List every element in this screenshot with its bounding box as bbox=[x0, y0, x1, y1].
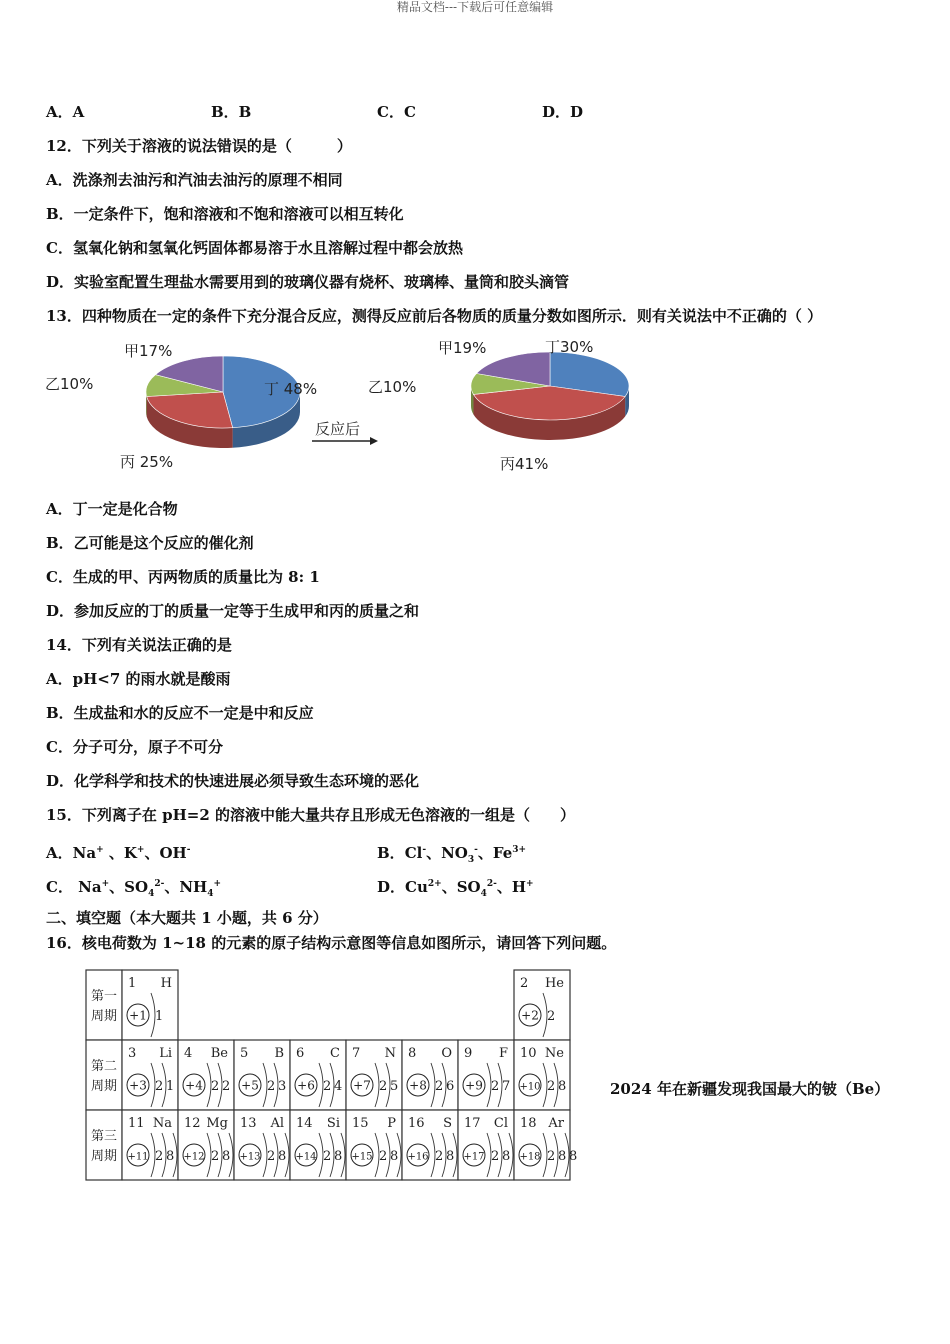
q14-option-c: C．分子可分，原子不可分 bbox=[46, 738, 223, 756]
q15-option-c: C． Na+、$SO_4^{2-}$、$NH_4^+$ bbox=[46, 878, 222, 899]
element-cell-P bbox=[346, 1110, 409, 1180]
svg-text:16: 16 bbox=[408, 1116, 425, 1131]
svg-text:Al: Al bbox=[270, 1116, 284, 1131]
svg-text:周期: 周期 bbox=[90, 1079, 118, 1094]
svg-text:Li: Li bbox=[159, 1046, 172, 1061]
arrow-label: 反应后 bbox=[315, 420, 361, 438]
q14-option-b: B．生成盐和水的反应不一定是中和反应 bbox=[46, 704, 314, 722]
svg-text:2: 2 bbox=[155, 1079, 164, 1094]
q14-stem: 14．下列有关说法正确的是 bbox=[46, 636, 232, 654]
svg-text:He: He bbox=[544, 976, 564, 991]
svg-text:+2: +2 bbox=[521, 1008, 539, 1023]
period-label-2 bbox=[86, 1040, 122, 1110]
svg-text:B: B bbox=[274, 1046, 284, 1061]
svg-text:8: 8 bbox=[446, 1149, 455, 1164]
svg-text:Cl: Cl bbox=[493, 1116, 508, 1131]
svg-text:2: 2 bbox=[547, 1009, 556, 1024]
q11-option-a: A．A bbox=[46, 103, 85, 121]
pie-label-乙: 乙10% bbox=[368, 378, 417, 396]
svg-text:+11: +11 bbox=[127, 1151, 149, 1163]
svg-text:Mg: Mg bbox=[206, 1116, 228, 1131]
element-cell-O bbox=[402, 1040, 458, 1110]
element-cell-N bbox=[346, 1040, 402, 1110]
svg-text:2: 2 bbox=[491, 1149, 500, 1164]
svg-text:5: 5 bbox=[390, 1079, 399, 1094]
svg-text:7: 7 bbox=[502, 1079, 511, 1094]
q11-option-d: D．D bbox=[542, 103, 584, 121]
svg-text:8: 8 bbox=[390, 1149, 399, 1164]
svg-text:2: 2 bbox=[435, 1079, 444, 1094]
periodic-table-figure bbox=[86, 968, 578, 1190]
pie-chart-after bbox=[368, 338, 629, 473]
svg-text:+7: +7 bbox=[353, 1078, 371, 1093]
svg-text:+13: +13 bbox=[239, 1151, 261, 1163]
period-label-3 bbox=[86, 1110, 122, 1180]
svg-text:Si: Si bbox=[326, 1116, 340, 1131]
q12-option-c: C．氢氧化钠和氢氧化钙固体都易溶于水且溶解过程中都会放热 bbox=[46, 239, 463, 257]
svg-text:P: P bbox=[387, 1116, 396, 1131]
svg-text:1: 1 bbox=[166, 1079, 175, 1094]
svg-text:+5: +5 bbox=[241, 1078, 259, 1093]
svg-text:8: 8 bbox=[558, 1079, 567, 1094]
svg-text:+3: +3 bbox=[129, 1078, 147, 1093]
element-cell-Al bbox=[234, 1110, 297, 1180]
q13-option-c: C．生成的甲、丙两物质的质量比为 8: 1 bbox=[46, 568, 320, 586]
pie-label-丙: 丙 25% bbox=[120, 453, 174, 471]
svg-text:+16: +16 bbox=[407, 1151, 429, 1163]
svg-text:6: 6 bbox=[446, 1079, 455, 1094]
q15-option-d: D．$Cu^{2+}$、$SO_4^{2-}$、H+ bbox=[377, 878, 534, 899]
element-cell-F bbox=[458, 1040, 514, 1110]
svg-text:+9: +9 bbox=[465, 1078, 483, 1093]
svg-text:12: 12 bbox=[184, 1116, 201, 1131]
svg-text:2: 2 bbox=[155, 1149, 164, 1164]
q11-option-b: B．B bbox=[211, 103, 252, 121]
element-cell-Mg bbox=[178, 1110, 241, 1180]
q13-option-d: D．参加反应的丁的质量一定等于生成甲和丙的质量之和 bbox=[46, 602, 420, 620]
q13-stem: 13．四种物质在一定的条件下充分混合反应，测得反应前后各物质的质量分数如图所示．则有关说法中不正确的（ ） bbox=[46, 307, 823, 325]
svg-text:N: N bbox=[384, 1046, 396, 1061]
svg-text:8: 8 bbox=[334, 1149, 343, 1164]
svg-text:2: 2 bbox=[547, 1149, 556, 1164]
svg-text:8: 8 bbox=[502, 1149, 511, 1164]
pie-label-丙: 丙41% bbox=[500, 455, 549, 473]
svg-text:S: S bbox=[443, 1116, 452, 1131]
svg-text:+15: +15 bbox=[351, 1151, 373, 1163]
svg-text:8: 8 bbox=[166, 1149, 175, 1164]
svg-text:4: 4 bbox=[184, 1046, 193, 1061]
section-two-title: 二、填空题（本大题共 1 小题，共 6 分） bbox=[46, 909, 328, 927]
svg-text:7: 7 bbox=[352, 1046, 361, 1061]
q15-option-a: A．Na+ 、K+、OH- bbox=[46, 844, 191, 862]
svg-text:+1: +1 bbox=[129, 1008, 147, 1023]
svg-text:3: 3 bbox=[278, 1079, 287, 1094]
svg-text:Ne: Ne bbox=[544, 1046, 564, 1061]
svg-text:第二: 第二 bbox=[90, 1059, 118, 1074]
svg-text:Be: Be bbox=[210, 1046, 228, 1061]
svg-text:Ar: Ar bbox=[548, 1116, 564, 1131]
svg-text:8: 8 bbox=[278, 1149, 287, 1164]
svg-text:C: C bbox=[330, 1046, 340, 1061]
svg-text:2: 2 bbox=[211, 1149, 220, 1164]
svg-text:17: 17 bbox=[464, 1116, 481, 1131]
svg-text:6: 6 bbox=[296, 1046, 305, 1061]
q12-option-d: D．实验室配置生理盐水需要用到的玻璃仪器有烧杯、玻璃棒、量筒和胶头滴管 bbox=[46, 273, 570, 291]
svg-text:O: O bbox=[441, 1046, 452, 1061]
pie-label-乙: 乙10% bbox=[45, 375, 94, 393]
q14-option-a: A．pH<7 的雨水就是酸雨 bbox=[46, 670, 231, 688]
reaction-arrow-head bbox=[370, 437, 378, 445]
q12-option-a: A．洗涤剂去油污和汽油去油污的原理不相同 bbox=[46, 171, 343, 189]
svg-text:2: 2 bbox=[323, 1079, 332, 1094]
svg-text:14: 14 bbox=[296, 1116, 313, 1131]
svg-text:3: 3 bbox=[128, 1046, 137, 1061]
element-cell-H bbox=[122, 970, 178, 1040]
pie-label-甲: 甲19% bbox=[438, 339, 487, 357]
svg-text:2: 2 bbox=[435, 1149, 444, 1164]
svg-text:2: 2 bbox=[491, 1079, 500, 1094]
svg-text:2: 2 bbox=[547, 1079, 556, 1094]
svg-text:10: 10 bbox=[520, 1046, 537, 1061]
q16-side-text: 2024 年在新疆发现我国最大的铍（Be） bbox=[610, 1080, 890, 1098]
svg-text:+10: +10 bbox=[519, 1081, 541, 1093]
svg-text:周期: 周期 bbox=[90, 1009, 118, 1024]
q13-option-a: A．丁一定是化合物 bbox=[46, 500, 178, 518]
svg-text:8: 8 bbox=[408, 1046, 417, 1061]
element-cell-B bbox=[234, 1040, 290, 1110]
svg-text:+14: +14 bbox=[295, 1151, 317, 1163]
svg-text:+18: +18 bbox=[519, 1151, 541, 1163]
svg-text:11: 11 bbox=[128, 1116, 145, 1131]
svg-text:2: 2 bbox=[267, 1079, 276, 1094]
element-cell-Li bbox=[122, 1040, 178, 1110]
q11-option-c: C．C bbox=[377, 103, 416, 121]
svg-text:第三: 第三 bbox=[90, 1129, 118, 1144]
svg-text:第一: 第一 bbox=[90, 989, 118, 1004]
svg-text:1: 1 bbox=[128, 976, 137, 991]
svg-text:18: 18 bbox=[520, 1116, 537, 1131]
svg-text:8: 8 bbox=[558, 1149, 567, 1164]
svg-text:4: 4 bbox=[334, 1079, 343, 1094]
svg-text:8: 8 bbox=[569, 1149, 578, 1164]
svg-text:2: 2 bbox=[267, 1149, 276, 1164]
svg-text:H: H bbox=[160, 976, 172, 991]
svg-text:1: 1 bbox=[155, 1009, 164, 1024]
q13-option-b: B．乙可能是这个反应的催化剂 bbox=[46, 534, 254, 552]
q13-pie-charts bbox=[40, 336, 620, 476]
element-cell-Na bbox=[122, 1110, 185, 1180]
svg-text:8: 8 bbox=[222, 1149, 231, 1164]
svg-text:15: 15 bbox=[352, 1116, 369, 1131]
page-header: 精品文档---下载后可任意编辑 bbox=[396, 0, 554, 14]
q12-stem: 12．下列关于溶液的说法错误的是（ ） bbox=[46, 137, 352, 155]
element-cell-C bbox=[290, 1040, 346, 1110]
pie-label-丁: 丁30% bbox=[545, 338, 594, 356]
svg-text:2: 2 bbox=[222, 1079, 231, 1094]
pie-label-甲: 甲17% bbox=[124, 342, 173, 360]
svg-text:2: 2 bbox=[323, 1149, 332, 1164]
svg-text:+6: +6 bbox=[297, 1078, 315, 1093]
svg-text:2: 2 bbox=[379, 1079, 388, 1094]
element-cell-Ne bbox=[514, 1040, 570, 1110]
svg-text:2: 2 bbox=[211, 1079, 220, 1094]
pie-label-丁: 丁 48% bbox=[264, 380, 318, 398]
svg-text:9: 9 bbox=[464, 1046, 473, 1061]
svg-text:+8: +8 bbox=[409, 1078, 427, 1093]
svg-text:周期: 周期 bbox=[90, 1149, 118, 1164]
svg-text:F: F bbox=[498, 1046, 508, 1061]
q16-stem: 16．核电荷数为 1~18 的元素的原子结构示意图等信息如图所示，请回答下列问题。 bbox=[46, 934, 617, 952]
element-cell-Be bbox=[178, 1040, 234, 1110]
element-cell-Ar bbox=[514, 1110, 577, 1180]
svg-text:+4: +4 bbox=[185, 1078, 203, 1093]
period-label-1 bbox=[86, 970, 122, 1040]
svg-text:13: 13 bbox=[240, 1116, 257, 1131]
svg-text:2: 2 bbox=[520, 976, 529, 991]
q15-stem: 15．下列离子在 pH=2 的溶液中能大量共存且形成无色溶液的一组是（ ） bbox=[46, 806, 575, 824]
q12-option-b: B．一定条件下，饱和溶液和不饱和溶液可以相互转化 bbox=[46, 205, 404, 223]
element-cell-Si bbox=[290, 1110, 353, 1180]
q14-option-d: D．化学科学和技术的快速进展必须导致生态环境的恶化 bbox=[46, 772, 420, 790]
element-cell-S bbox=[402, 1110, 465, 1180]
element-cell-Cl bbox=[458, 1110, 521, 1180]
pie-chart-before bbox=[45, 342, 317, 471]
svg-text:2: 2 bbox=[379, 1149, 388, 1164]
svg-text:+17: +17 bbox=[463, 1151, 485, 1163]
q15-option-b: B．Cl-、$NO_3^-$、$Fe^{3+}$ bbox=[377, 844, 527, 865]
svg-text:+12: +12 bbox=[183, 1151, 205, 1163]
svg-text:Na: Na bbox=[152, 1116, 172, 1131]
svg-text:5: 5 bbox=[240, 1046, 249, 1061]
element-cell-He bbox=[514, 970, 570, 1040]
